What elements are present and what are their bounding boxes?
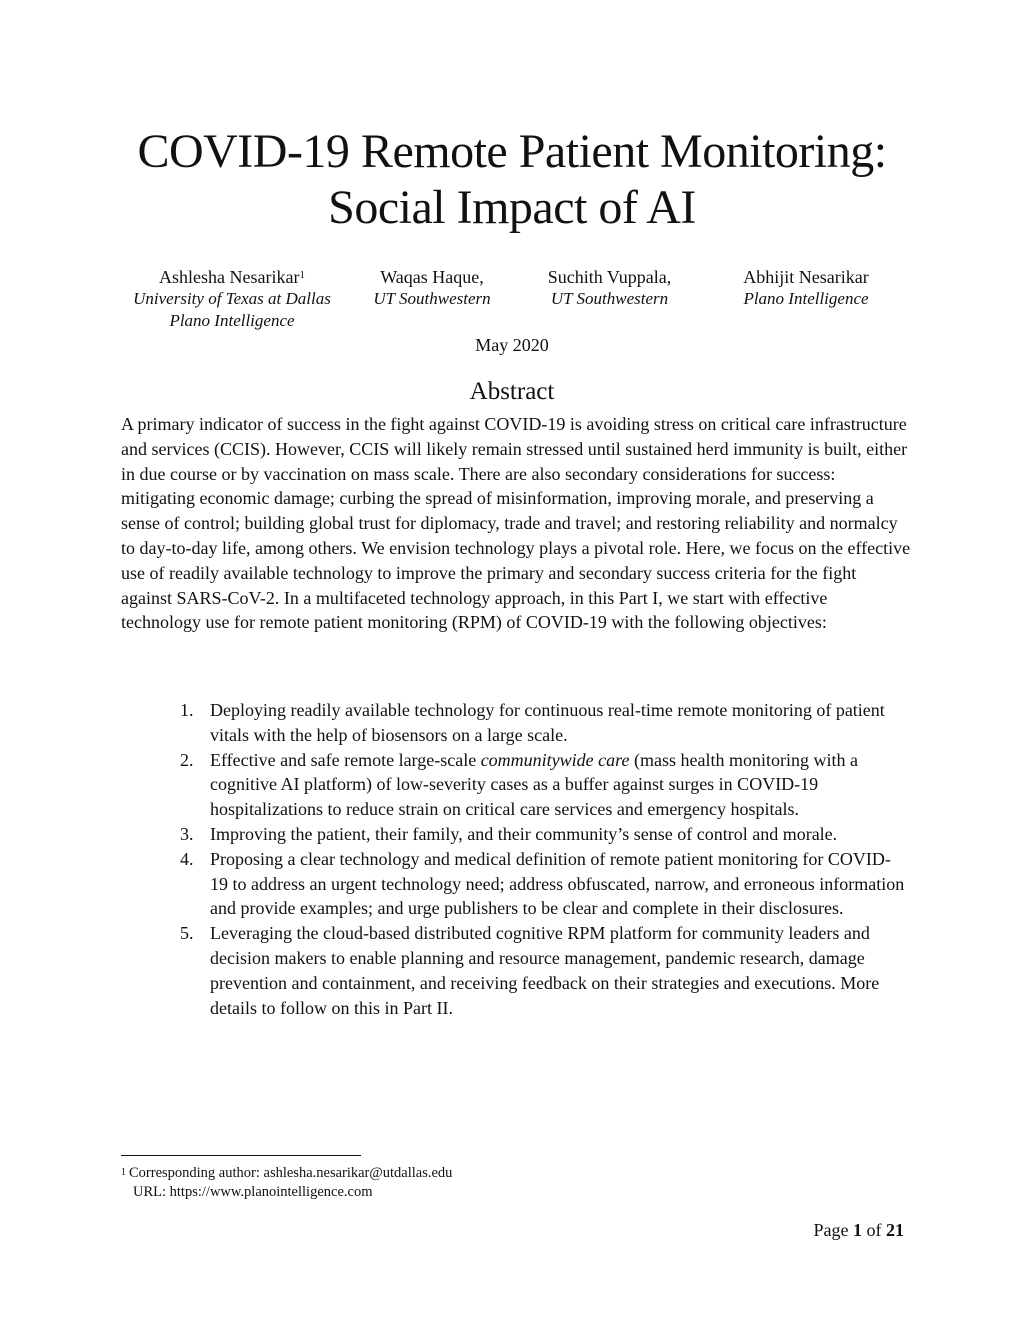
list-item-text-pre: Effective and safe remote large-scale: [210, 749, 481, 770]
author-1-footnote-marker: 1: [299, 269, 305, 281]
author-4: [716, 266, 896, 310]
footnote-divider: [121, 1155, 361, 1156]
list-item-text-post: (mass health monitoring with a cognitive AI platform) of low-severity cases as a buffer against surges in COVID-19 hospitalizations to reduce strain on critical care services and emergency hospitals.: [210, 749, 858, 820]
publication-date: May 2020: [475, 335, 549, 355]
list-item-text: Leveraging the cloud-based distributed cognitive RPM platform for community leaders and decision makers to enable planning and resource management, pandemic research, damage prevention and containment, and receiving feedback on their strategies and executions. More details to follow on this in Part II.: [210, 923, 880, 1018]
author-1: [112, 266, 352, 332]
list-item-text: Improving the patient, their family, and their community’s sense of control and morale.: [210, 823, 838, 844]
footnote: [121, 1164, 821, 1202]
list-item: [176, 921, 906, 1020]
paper-title-line1: COVID-19 Remote Patient Monitoring:: [137, 125, 887, 178]
author-4-affiliation: Plano Intelligence: [743, 289, 869, 308]
author-4-name: Abhijit Nesarikar: [743, 267, 869, 287]
footnote-corresponding-author: Corresponding author: ashlesha.nesarikar@utdallas.edu: [129, 1165, 453, 1181]
list-item: [176, 698, 906, 748]
author-3-affiliation: UT Southwestern: [550, 289, 669, 308]
author-2-name: Waqas Haque,: [380, 267, 484, 287]
author-1-name: Ashlesha Nesarikar: [159, 267, 300, 287]
page-number-total: 21: [886, 1220, 904, 1240]
abstract-paragraph: A primary indicator of success in the fight against COVID-19 is avoiding stress on critical care infrastructure and services (CCIS). However, CCIS will likely remain stressed until sustained herd immunity is built, either in due course or by vaccination on mass scale. There are also secondary considerations for success: mitigating economic damage; curbing the spread of misinformation, improving morale, and preserving a sense of control; building global trust for diplomacy, trade and travel; and restoring reliability and normalcy to day-to-day life, among others. We envision technology plays a pivotal role. Here, we focus on the effective use of readily available technology to improve the primary and secondary success criteria for the fight against SARS-CoV-2. In a multifaceted technology approach, in this Part I, we start with effective technology use for remote patient monitoring (RPM) of COVID-19 with the following objectives:: [121, 414, 911, 633]
list-item-number: 1.: [180, 700, 194, 720]
page-number-current: 1: [853, 1220, 862, 1240]
list-item-text: Proposing a clear technology and medical definition of remote patient monitoring for COVID-19 to address an urgent technology need; address obfuscated, narrow, and erroneous information and provide examples; and urge publishers to be clear and complete in their disclosures.: [210, 848, 905, 919]
page-number-middle: of: [862, 1220, 886, 1240]
page-number-prefix: Page: [813, 1220, 853, 1240]
author-3-name: Suchith Vuppala,: [547, 267, 672, 287]
list-item-number: 2.: [180, 749, 194, 770]
list-item-number: 5.: [180, 923, 194, 944]
author-2: [352, 266, 512, 310]
footnote-url: URL: https://www.planointelligence.com: [133, 1184, 373, 1200]
list-item: [176, 748, 906, 822]
author-2-affiliation: UT Southwestern: [373, 289, 491, 308]
author-3: [527, 266, 692, 310]
abstract-heading: Abstract: [469, 378, 555, 405]
author-block: [0, 266, 1024, 336]
list-item-text: Deploying readily available technology for continuous real-time remote monitoring of patient vitals with the help of biosensors on a large scale.: [210, 700, 885, 745]
list-item: [176, 822, 906, 847]
author-1-affiliation-2: Plano Intelligence: [169, 311, 295, 330]
list-item-number: 4.: [180, 848, 194, 869]
objectives-list: [176, 698, 906, 1020]
page-number: [814, 1220, 905, 1241]
author-1-affiliation-1: University of Texas at Dallas: [133, 289, 331, 308]
paper-title-line2: Social Impact of AI: [328, 181, 696, 234]
paper-title: [0, 124, 1024, 236]
footnote-marker: 1: [121, 1167, 126, 1178]
list-item-number: 3.: [180, 823, 194, 844]
list-item-text-italic: communitywide care: [480, 749, 630, 770]
list-item: [176, 847, 906, 921]
